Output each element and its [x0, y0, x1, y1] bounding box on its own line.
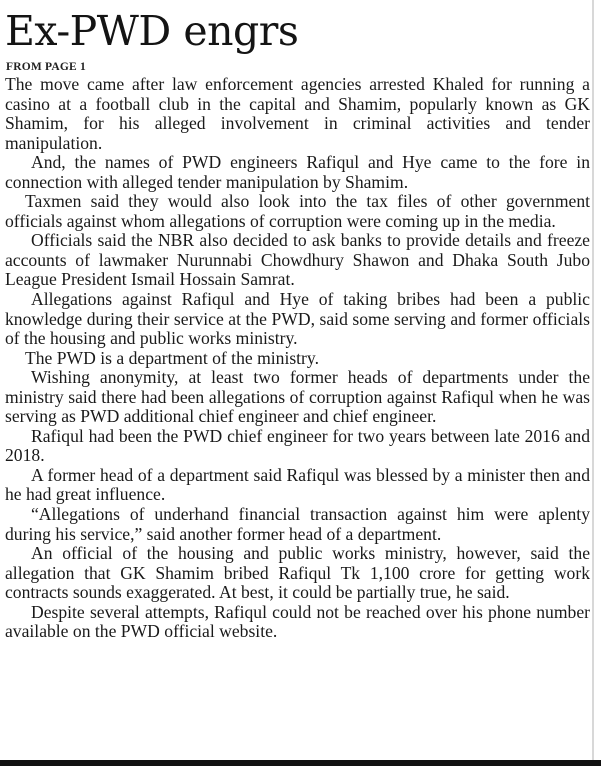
bottom-rule: [0, 760, 601, 766]
paragraph-4: Officials said the NBR also decided to ask banks to provide details and freeze accounts of lawmaker Nurunnabi Chowdhury Shawon and Dhaka South Jubo League President Ismail Hossain Samrat.: [5, 230, 590, 290]
paragraph-5: Allegations against Rafiqul and Hye of taking bribes had been a public knowledge during their service at the PWD, said some serving and former officials of the housing and public works ministry.: [5, 289, 590, 349]
paragraph-1: The move came after law enforcement agencies arrested Khaled for running a casino at a football club in the capital and Shamim, popularly known as GK Shamim, for his alleged involvement in criminal activities and tender manipulation.: [5, 74, 590, 153]
article: [5, 0, 590, 642]
paragraph-10: “Allegations of underhand financial transaction against him were aplenty during his service,” said another former head of a department.: [5, 504, 590, 544]
paragraph-2: And, the names of PWD engineers Rafiqul and Hye came to the fore in connection with alleged tender manipulation by Shamim.: [5, 152, 590, 192]
column-edge-rule: [592, 0, 594, 760]
continuation-kicker: FROM PAGE 1: [6, 61, 86, 73]
paragraph-11: An official of the housing and public works ministry, however, said the allegation that GK Shamim bribed Rafiqul Tk 1,100 crore for getting work contracts sounds exaggerated. At best, it could be partially true, he said.: [5, 543, 590, 603]
article-body: [5, 75, 590, 642]
paragraph-12: Despite several attempts, Rafiqul could not be reached over his phone number available on the PWD official website.: [5, 601, 590, 642]
paragraph-8: Rafiqul had been the PWD chief engineer for two years between late 2016 and 2018.: [5, 425, 590, 466]
paragraph-9: A former head of a department said Rafiqul was blessed by a minister then and he had great influence.: [5, 464, 590, 505]
headline: Ex-PWD engrs: [5, 7, 299, 55]
paragraph-6: The PWD is a department of the ministry.: [25, 347, 319, 368]
paragraph-7: Wishing anonymity, at least two former heads of departments under the ministry said there had been allegations of corruption against Rafiqul when he was serving as PWD additional chief engineer and chief engineer.: [5, 367, 590, 427]
paragraph-3: Taxmen said they would also look into the tax files of other government officials against whom allegations of corruption were coming up in the media.: [5, 191, 590, 231]
